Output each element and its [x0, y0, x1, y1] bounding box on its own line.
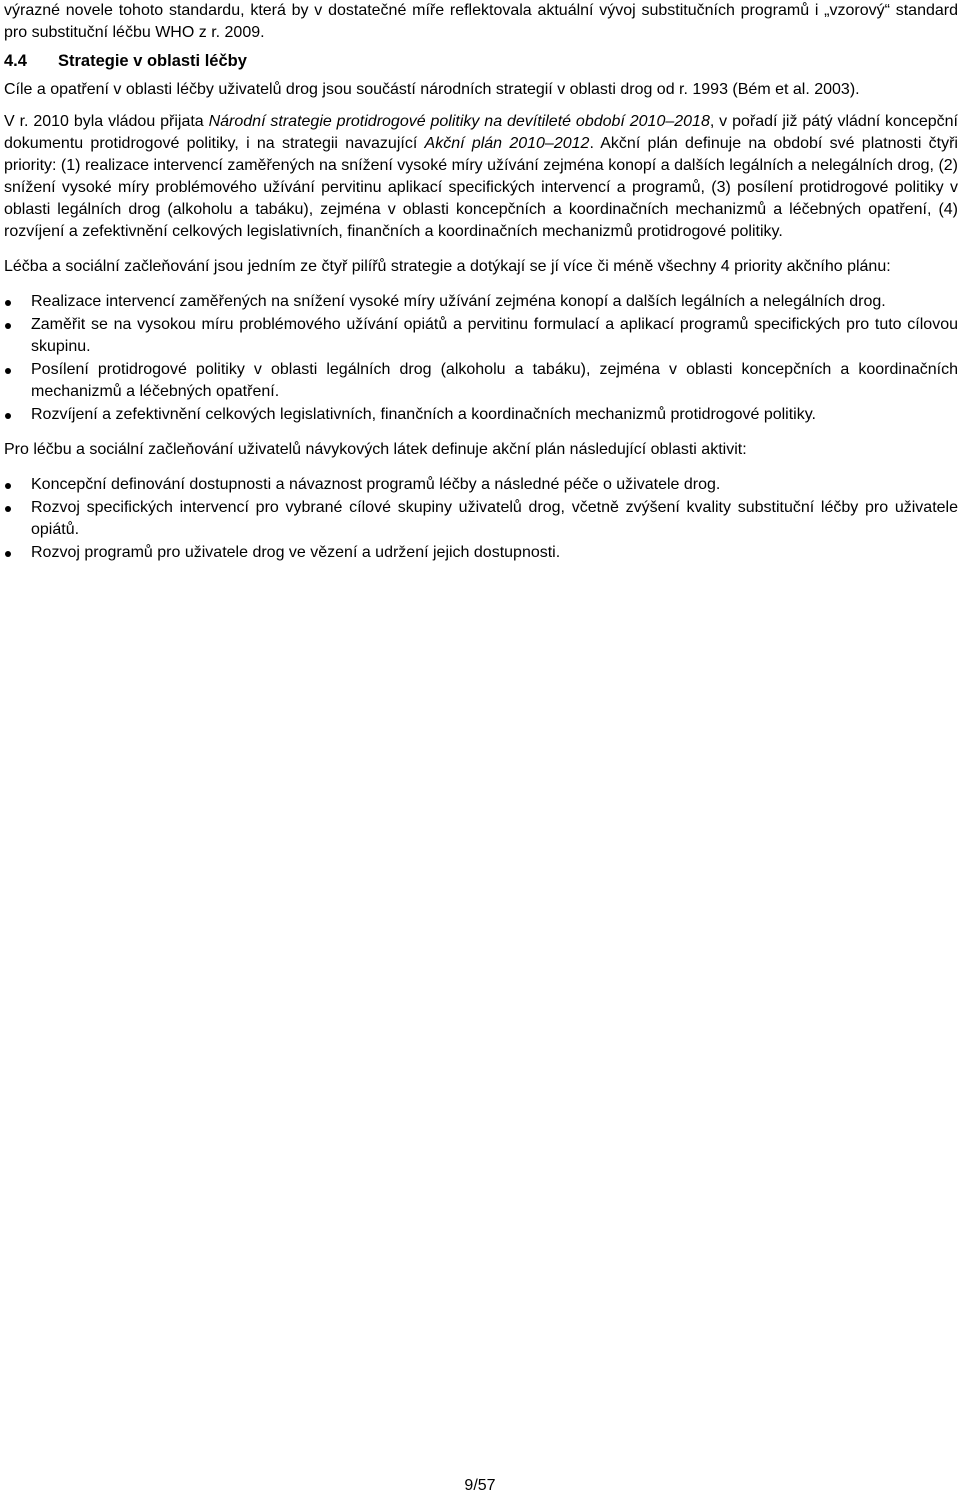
list-item-text: Rozvíjení a zefektivnění celkových legislativních, finančních a koordinačních mechanizmů protidrogové politiky.: [31, 406, 816, 423]
activities-paragraph: Pro léčbu a sociální začleňování uživatelů návykových látek definuje akční plán následující oblasti aktivit:: [4, 441, 747, 458]
priorities-list: [4, 291, 958, 426]
list-item: [4, 291, 958, 313]
list-item-text: Posílení protidrogové politiky v oblasti legálních drog (alkoholu a tabáku), zejména v oblasti koncepčních a koordinačních mechanizmů a léčebných opatření.: [31, 361, 958, 400]
list-item: [4, 359, 958, 403]
list-item: [4, 404, 958, 426]
list-item: [4, 542, 958, 564]
bullet-icon: [5, 368, 11, 374]
section-number: 4.4: [4, 52, 27, 70]
bullet-icon: [5, 551, 11, 557]
activities-list: [4, 474, 958, 564]
pillars-paragraph: Léčba a sociální začleňování jsou jedním ze čtyř pilířů strategie a dotýkají se jí více či méně všechny 4 priority akčního plánu:: [4, 258, 891, 275]
bullet-icon: [5, 506, 11, 512]
strategy-title: Národní strategie protidrogové politiky na devítileté období 2010–2018: [208, 113, 710, 130]
strategy-text-1: V r. 2010 byla vládou přijata: [4, 113, 209, 130]
list-item-text: Realizace intervencí zaměřených na snížení vysoké míry užívání zejména konopí a dalších legálních a nelegálních drog.: [31, 293, 886, 310]
list-item: [4, 314, 958, 358]
list-item-text: Koncepční definování dostupnosti a návaznost programů léčby a následné péče o uživatele drog.: [31, 476, 721, 493]
strategy-text-2: , v pořadí již pátý vládní koncepční dokumentu protidrogové politiky, i na strategii navazující: [4, 113, 958, 152]
list-item: [4, 474, 958, 496]
action-plan-title: Akční plán 2010–2012: [424, 135, 590, 152]
intro-paragraph: výrazné novele tohoto standardu, která by v dostatečné míře reflektovala aktuální vývoj substitučních programů i „vzorový“ standard pro substituční léčbu WHO z r. 2009.: [4, 2, 958, 41]
list-item-text: Rozvoj programů pro uživatele drog ve vězení a udržení jejich dostupnosti.: [31, 544, 561, 561]
goals-paragraph: Cíle a opatření v oblasti léčby uživatelů drog jsou součástí národních strategií v oblasti drog od r. 1993 (Bém et al. 2003).: [4, 81, 860, 98]
bullet-icon: [5, 483, 11, 489]
list-item-text: Rozvoj specifických intervencí pro vybrané cílové skupiny uživatelů drog, včetně zvýšení kvality substituční léčby pro uživatele opiátů.: [31, 499, 958, 538]
section-heading: [4, 50, 958, 72]
page-content: [4, 0, 958, 565]
list-item: [4, 497, 958, 541]
section-title: Strategie v oblasti léčby: [58, 52, 247, 70]
strategy-text-3: . Akční plán definuje na období své platnosti čtyři priority: (1) realizace intervencí zaměřených na snížení vysoké míry užívání zejména konopí a dalších legálních a nelegálních drog, (2) snížení vysoké míry problémového užívání pervitinu aplikací specifických intervencí a programů, (3) posílení protidrogové politiky v oblasti legálních drog (alkoholu a tabáku), zejména v oblasti koncepčních a koordinačních mechanizmů a léčebných opatření, (4) rozvíjení a zefektivnění celkových legislativních, finančních a koordinačních mechanizmů protidrogové politiky.: [4, 135, 958, 240]
list-item-text: Zaměřit se na vysokou míru problémového užívání opiátů a pervitinu formulací a aplikací programů specifických pro tuto cílovou skupinu.: [31, 316, 958, 355]
bullet-icon: [5, 413, 11, 419]
page-number: 9/57: [464, 1477, 496, 1494]
strategy-paragraph: [4, 111, 958, 243]
bullet-icon: [5, 300, 11, 306]
bullet-icon: [5, 323, 11, 329]
